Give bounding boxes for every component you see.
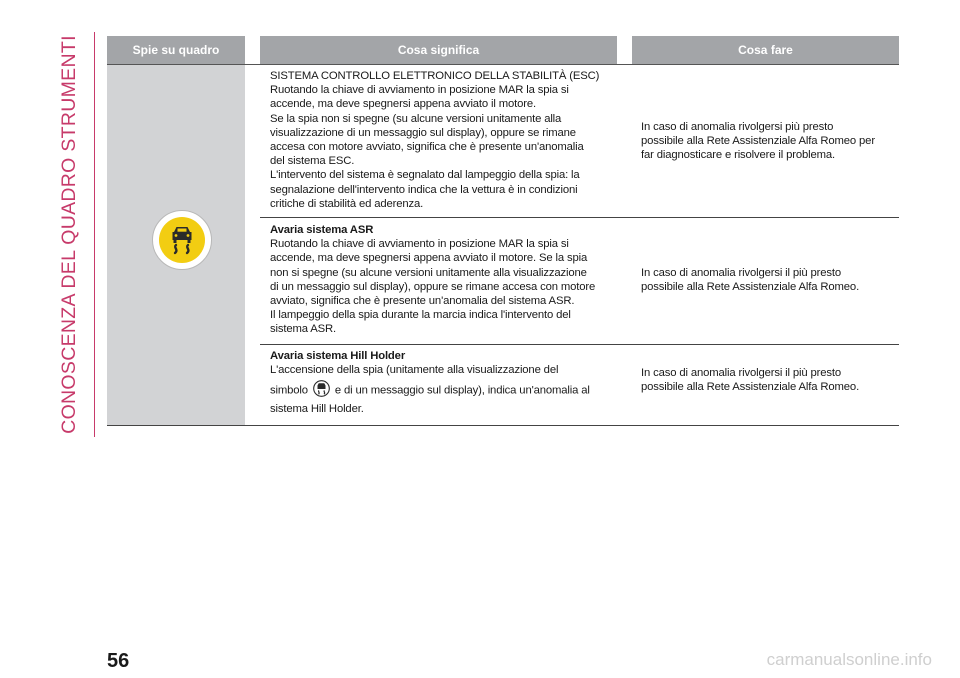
text-line: Ruotando la chiave di avviamento in posizione MAR la spia si — [270, 84, 569, 97]
row-divider — [260, 217, 899, 218]
text-line: far diagnosticare e risolvere il problema. — [641, 149, 835, 162]
esc-warning-light-icon — [152, 210, 212, 270]
text-line: segnalazione dell'intervento indica che la vettura è in condizioni — [270, 183, 578, 196]
row-hill-holder-title: Avaria sistema Hill Holder — [270, 350, 406, 362]
text-line: non si spegne (su alcune versioni unitamente alla visualizzazione — [270, 266, 587, 279]
text-line: In caso di anomalia rivolgersi il più presto — [641, 267, 841, 279]
row-asr-action — [641, 266, 903, 294]
header-fare: Cosa fare — [632, 36, 899, 64]
text-line: Il lampeggio della spia durante la marcia indica l'intervento del — [270, 309, 571, 322]
text-line: sistema ASR. — [270, 323, 337, 336]
section-divider — [94, 32, 95, 437]
esc-symbol-icon — [313, 380, 330, 401]
row-esc-action — [641, 120, 903, 163]
text-line: sistema Hill Holder. — [270, 402, 364, 415]
text-line: In caso di anomalia rivolgersi più presto — [641, 121, 834, 133]
header-significa: Cosa significa — [260, 36, 617, 64]
text-fragment: e di un messaggio sul display), indica un'anomalia al — [334, 385, 590, 397]
text-line: possibile alla Rete Assistenziale Alfa Romeo. — [641, 381, 860, 394]
text-line: L'intervento del sistema è segnalato dal lampeggio della spia: la — [270, 169, 580, 182]
text-line: In caso di anomalia rivolgersi il più presto — [641, 367, 841, 379]
text-line: critiche di stabilità ed aderenza. — [270, 197, 424, 210]
page-number: 56 — [107, 650, 130, 672]
row-asr-description — [270, 223, 620, 337]
watermark: carmanualsonline.info — [766, 650, 932, 669]
text-line: Ruotando la chiave di avviamento in posizione MAR la spia si — [270, 238, 569, 251]
row-hill-holder-description — [270, 349, 620, 416]
text-line: di un messaggio sul display), oppure se rimane accesa con motore — [270, 280, 596, 293]
text-line: visualizzazione di un messaggio sul display), oppure se rimane — [270, 126, 576, 139]
row-divider — [260, 344, 899, 345]
section-title: CONOSCENZA DEL QUADRO STRUMENTI — [57, 35, 80, 434]
table-bottom-rule — [107, 425, 899, 426]
row-esc-title: SISTEMA CONTROLLO ELETTRONICO DELLA STABILITÀ (ESC) — [270, 70, 600, 82]
text-line: possibile alla Rete Assistenziale Alfa Romeo per — [641, 135, 875, 148]
text-line: accende, ma deve spegnersi appena avviato il motore. Se la spia — [270, 252, 588, 265]
row-esc-description — [270, 69, 620, 211]
text-line: del sistema ESC. — [270, 155, 355, 168]
text-line: avviato, significa che è presente un'anomalia del sistema ASR. — [270, 295, 575, 308]
header-spie: Spie su quadro — [107, 36, 245, 64]
text-line: Se la spia non si spegne (su alcune versioni unitamente alla — [270, 112, 562, 125]
row-hill-holder-action — [641, 366, 903, 394]
text-line: accende, ma deve spegnersi appena avviato il motore. — [270, 98, 537, 111]
text-line: L'accensione della spia (unitamente alla visualizzazione del — [270, 364, 559, 377]
text-line: possibile alla Rete Assistenziale Alfa Romeo. — [641, 281, 860, 294]
text-line — [270, 380, 620, 401]
text-line: accesa con motore avviato, significa che è presente un'anomalia — [270, 141, 584, 154]
text-fragment: simbolo — [270, 385, 308, 397]
row-asr-title: Avaria sistema ASR — [270, 224, 374, 236]
